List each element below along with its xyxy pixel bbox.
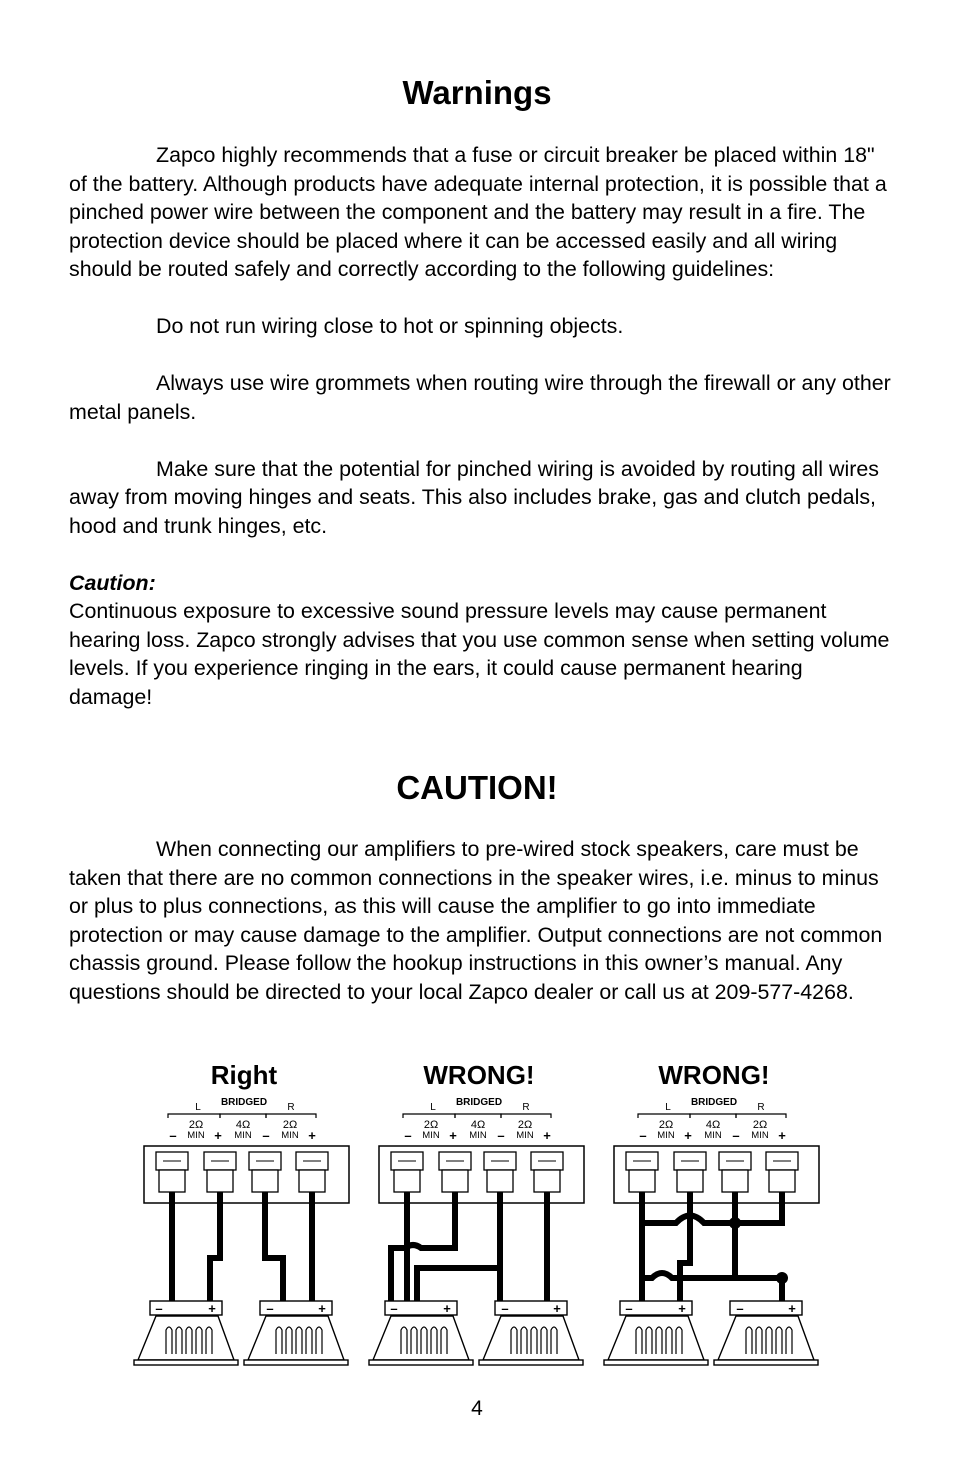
terminal-socket	[722, 1170, 748, 1192]
page-number: 4	[471, 1397, 483, 1420]
terminal-socket	[442, 1170, 468, 1192]
bracket-bridged	[455, 1114, 501, 1118]
speaker-wire	[391, 1192, 455, 1301]
terminal-socket	[534, 1170, 560, 1192]
bridged-label: BRIDGED	[690, 1097, 738, 1108]
min-label-bridged: MIN	[469, 1130, 487, 1141]
terminal-socket	[629, 1170, 655, 1192]
channel-left-label: L	[430, 1102, 436, 1113]
min-label-right: MIN	[281, 1130, 299, 1141]
caution-stock-speakers-paragraph: When connecting our amplifiers to pre-wired stock speakers, care must be taken that there are no common connections in the speaker wires, i.e. minus to minus or plus to plus connections, as this will cause the amplifier to go into immediate protection or may cause damage to the amplifier. Output connections are not common chassis ground. Please follow the hookup instructions in this owner’s manual. Any questions should be directed to your local Zapco dealer or call us at 209-577-4268.	[69, 837, 883, 1004]
warnings-paragraph-grommets: Always use wire grommets when routing wire through the firewall or any other metal panels.	[69, 371, 891, 424]
ohm-label-left: 2Ω	[423, 1119, 439, 1131]
warnings-paragraph-hot-objects: Do not run wiring close to hot or spinning objects.	[156, 314, 624, 338]
terminal-socket	[769, 1170, 795, 1192]
terminal-plus-sign: +	[449, 1128, 457, 1143]
warnings-paragraph-fuse: Zapco highly recommends that a fuse or circuit breaker be placed within 18" of the battery. Although products have adequate internal protection, it is possible that a pinched power wire between the component and the battery may result in a fire. The protection device should be placed where it can be accessed easily and all wiring should be routed safely and correctly according to the following guidelines:	[69, 143, 887, 281]
speaker-wire	[210, 1192, 220, 1301]
channel-right-label: R	[522, 1102, 530, 1113]
terminal-minus-sign: –	[639, 1128, 647, 1143]
bridged-label: BRIDGED	[455, 1097, 503, 1108]
speaker-plus-sign: +	[208, 1301, 216, 1316]
terminal-minus-sign: –	[404, 1128, 412, 1143]
channel-left-label: L	[665, 1102, 671, 1113]
speaker-plus-sign: +	[788, 1301, 796, 1316]
caution-title: CAUTION!	[396, 769, 558, 806]
speaker-wire	[735, 1192, 782, 1301]
speaker-wire	[680, 1192, 690, 1301]
terminal-socket	[487, 1170, 513, 1192]
terminal-socket	[159, 1170, 185, 1192]
ohm-label-bridged: 4Ω	[470, 1119, 486, 1131]
bridged-label: BRIDGED	[220, 1097, 268, 1108]
speaker-wiring-diagrams	[126, 1058, 830, 1370]
caution-body	[69, 835, 891, 1006]
terminal-plus-sign: +	[214, 1128, 222, 1143]
terminal-plus-sign: +	[308, 1128, 316, 1143]
ohm-label-left: 2Ω	[658, 1119, 674, 1131]
bracket-right	[266, 1114, 316, 1118]
terminal-socket	[394, 1170, 420, 1192]
channel-right-label: R	[757, 1102, 765, 1113]
diagram-title: WRONG!	[423, 1060, 535, 1090]
ohm-label-bridged: 4Ω	[705, 1119, 721, 1131]
channel-right-label: R	[287, 1102, 295, 1113]
min-label-bridged: MIN	[234, 1130, 252, 1141]
diagram-right	[134, 1060, 349, 1365]
ohm-label-bridged: 4Ω	[235, 1119, 251, 1131]
speaker-plus-sign: +	[553, 1301, 561, 1316]
terminal-socket	[252, 1170, 278, 1192]
terminal-minus-sign: –	[262, 1128, 270, 1143]
warnings-paragraph-pinched-wiring: Make sure that the potential for pinched wiring is avoided by routing all wires away from moving hinges and seats. This also includes brake, gas and clutch pedals, hood and trunk hinges, etc.	[69, 456, 879, 538]
terminal-minus-sign: –	[169, 1128, 177, 1143]
min-label-right: MIN	[516, 1130, 534, 1141]
bracket-bridged	[690, 1114, 736, 1118]
min-label-bridged: MIN	[704, 1130, 722, 1141]
diagram-title: Right	[210, 1060, 278, 1090]
speaker-plus-sign: +	[678, 1301, 686, 1316]
min-label-left: MIN	[657, 1130, 675, 1141]
terminal-socket	[299, 1170, 325, 1192]
min-label-left: MIN	[187, 1130, 205, 1141]
terminal-minus-sign: –	[497, 1128, 505, 1143]
min-label-left: MIN	[422, 1130, 440, 1141]
speaker-minus-sign: –	[501, 1301, 509, 1316]
speaker-plus-sign: +	[443, 1301, 451, 1316]
bracket-left	[168, 1114, 220, 1118]
caution-paragraph: Continuous exposure to excessive sound pressure levels may cause permanent hearing loss. Zapco strongly advises that you use common sense when setting volume levels. If you experience ringing in the ears, it could cause permanent hearing damage!	[69, 599, 890, 709]
speaker-base	[714, 1360, 818, 1365]
bracket-right	[501, 1114, 551, 1118]
bracket-bridged	[220, 1114, 266, 1118]
ohm-label-right: 2Ω	[517, 1119, 533, 1131]
junction-dot	[776, 1272, 788, 1284]
min-label-right: MIN	[751, 1130, 769, 1141]
speaker-base	[604, 1360, 708, 1365]
caution-label: Caution:	[69, 570, 156, 595]
speaker-plus-sign: +	[318, 1301, 326, 1316]
speaker-wire	[265, 1192, 283, 1301]
diagram-title: WRONG!	[658, 1060, 770, 1090]
bracket-left	[638, 1114, 690, 1118]
speaker-minus-sign: –	[266, 1301, 274, 1316]
speaker-wire	[642, 1273, 735, 1278]
speaker-minus-sign: –	[625, 1301, 633, 1316]
speaker-base	[134, 1360, 238, 1365]
diagram-wrong-2	[604, 1060, 819, 1365]
speaker-base	[369, 1360, 473, 1365]
bracket-left	[403, 1114, 455, 1118]
speaker-minus-sign: –	[155, 1301, 163, 1316]
terminal-plus-sign: +	[543, 1128, 551, 1143]
junction-dot	[729, 1217, 741, 1229]
speaker-base	[244, 1360, 348, 1365]
terminal-plus-sign: +	[684, 1128, 692, 1143]
warnings-body	[69, 141, 891, 711]
ohm-label-right: 2Ω	[282, 1119, 298, 1131]
warnings-title: Warnings	[402, 74, 552, 111]
ohm-label-left: 2Ω	[188, 1119, 204, 1131]
terminal-plus-sign: +	[778, 1128, 786, 1143]
ohm-label-right: 2Ω	[752, 1119, 768, 1131]
speaker-minus-sign: –	[390, 1301, 398, 1316]
bracket-right	[736, 1114, 786, 1118]
terminal-socket	[207, 1170, 233, 1192]
speaker-minus-sign: –	[736, 1301, 744, 1316]
terminal-socket	[677, 1170, 703, 1192]
diagram-wrong-1	[369, 1060, 584, 1365]
channel-left-label: L	[195, 1102, 201, 1113]
speaker-base	[479, 1360, 583, 1365]
terminal-minus-sign: –	[732, 1128, 740, 1143]
